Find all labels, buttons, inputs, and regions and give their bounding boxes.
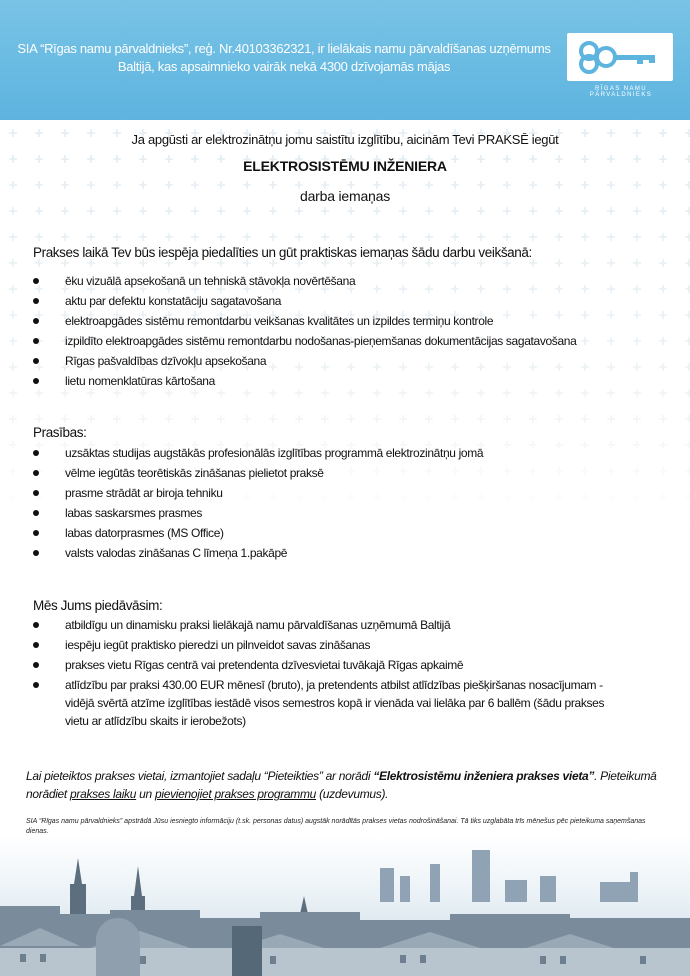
bullet-icon xyxy=(33,338,39,344)
header-banner xyxy=(0,0,690,120)
section-requirements-heading: Prasības: xyxy=(33,425,87,440)
bullet-icon xyxy=(33,298,39,304)
bullet-icon xyxy=(33,450,39,456)
logo-caption: RĪGAS NAMU PĀRVALDNIEKS xyxy=(589,86,653,98)
list-item: Rīgas pašvaldības dzīvokļu apsekošana xyxy=(33,351,633,371)
section-offer-heading: Mēs Jums piedāvāsim: xyxy=(33,598,163,613)
list-item: labas saskarsmes prasmes xyxy=(33,503,633,523)
position-title: ELEKTROSISTĒMU INŽENIERA xyxy=(243,158,447,174)
position-subtitle: darba iemaņas xyxy=(299,188,390,204)
offer-list xyxy=(33,615,633,730)
bullet-icon xyxy=(33,278,39,284)
bullet-icon xyxy=(33,642,39,648)
list-item: izpildīto elektroapgādes sistēmu remontdarbu nodošanas-pieņemšanas dokumentācijas sagatavošana xyxy=(33,331,633,351)
company-description: SIA “Rīgas namu pārvaldnieks”, reģ. Nr.40103362321, ir lielākais namu pārvaldīšanas uzņēmums Baltijā, kas apsaimnieko vairāk nekā 4300 dzīvojamās mājas xyxy=(17,41,551,74)
bullet-icon xyxy=(33,470,39,476)
link-prakses-programmu: pievienojiet prakses programmu xyxy=(154,787,317,801)
list-item: prasme strādāt ar biroja tehniku xyxy=(33,483,633,503)
riga-skyline-image xyxy=(0,836,690,976)
bullet-icon xyxy=(33,550,39,556)
list-item: atlīdzību par praksi 430.00 EUR mēnesī (bruto), ja pretendents atbilst atlīdzības piešķiršanas nosacījumam - vidējā svērtā atzīme izglītības iestādē visos semestros kopā ir vienāda vai lielāka par 6 ballēm (šādu prakses vietu ar atlīdzību skaits ir ierobežots) xyxy=(33,675,625,730)
link-prakses-laiku: prakses laiku xyxy=(70,787,137,801)
tasks-list xyxy=(33,271,633,391)
intro-text: Ja apgūsti ar elektrozinātņu jomu saistītu izglītību, aicinām Tevi PRAKSĒ iegūt xyxy=(131,132,559,147)
bullet-icon xyxy=(33,358,39,364)
bullet-icon xyxy=(33,318,39,324)
list-item: uzsāktas studijas augstākās profesionālās izglītības programmā elektrozinātņu jomā xyxy=(33,443,633,463)
company-logo xyxy=(567,33,673,81)
bullet-icon xyxy=(33,530,39,536)
list-item: valsts valodas zināšanas C līmeņa 1.pakāpē xyxy=(33,543,633,563)
list-item: ēku vizuālā apsekošanā un tehniskā stāvokļa novērtēšana xyxy=(33,271,633,291)
list-item: lietu nomenklatūras kārtošana xyxy=(33,371,633,391)
list-item: prakses vietu Rīgas centrā vai pretendenta dzīvesvietai tuvākajā Rīgas apkaimē xyxy=(33,655,633,675)
privacy-note: SIA “Rīgas namu pārvaldnieks” apstrādā Jūsu iesniegto informāciju (t.sk. personas datus) augstāk norādītās prakses vietas nodrošināšanai. Tā tiks uzglabāta trīs mēnešus pēc pieteikuma saņemšanas dienas. xyxy=(26,818,646,835)
list-item: vēlme iegūtās teorētiskās zināšanas pielietot praksē xyxy=(33,463,633,483)
bullet-icon xyxy=(33,682,39,688)
list-item: labas datorprasmes (MS Office) xyxy=(33,523,633,543)
list-item: atbildīgu un dinamisku praksi lielākajā namu pārvaldīšanas uzņēmumā Baltijā xyxy=(33,615,633,635)
bullet-icon xyxy=(33,622,39,628)
bullet-icon xyxy=(33,662,39,668)
requirements-list xyxy=(33,443,633,563)
list-item: iespēju iegūt praktisko pieredzi un pilnveidot savas zināšanas xyxy=(33,635,633,655)
key-logo-icon xyxy=(567,33,673,81)
position-reference: “Elektrosistēmu inženiera prakses vieta” xyxy=(373,769,595,783)
bullet-icon xyxy=(33,490,39,496)
bullet-icon xyxy=(33,510,39,516)
apply-instructions: Lai pieteiktos prakses vietai, izmantojiet sadaļu “Pieteikties” ar norādi “Elektrosistēmu inženiera prakses vieta”. Pieteikumā norādiet prakses laiku un pievienojiet prakses programmu (uzdevumus). xyxy=(26,769,657,801)
bullet-icon xyxy=(33,378,39,384)
section-tasks-heading: Prakses laikā Tev būs iespēja piedalīties un gūt praktiskas iemaņas šādu darbu veikšanā: xyxy=(33,245,532,260)
list-item: elektroapgādes sistēmu remontdarbu veikšanas kvalitātes un izpildes termiņu kontrole xyxy=(33,311,633,331)
list-item: aktu par defektu konstatāciju sagatavošana xyxy=(33,291,633,311)
